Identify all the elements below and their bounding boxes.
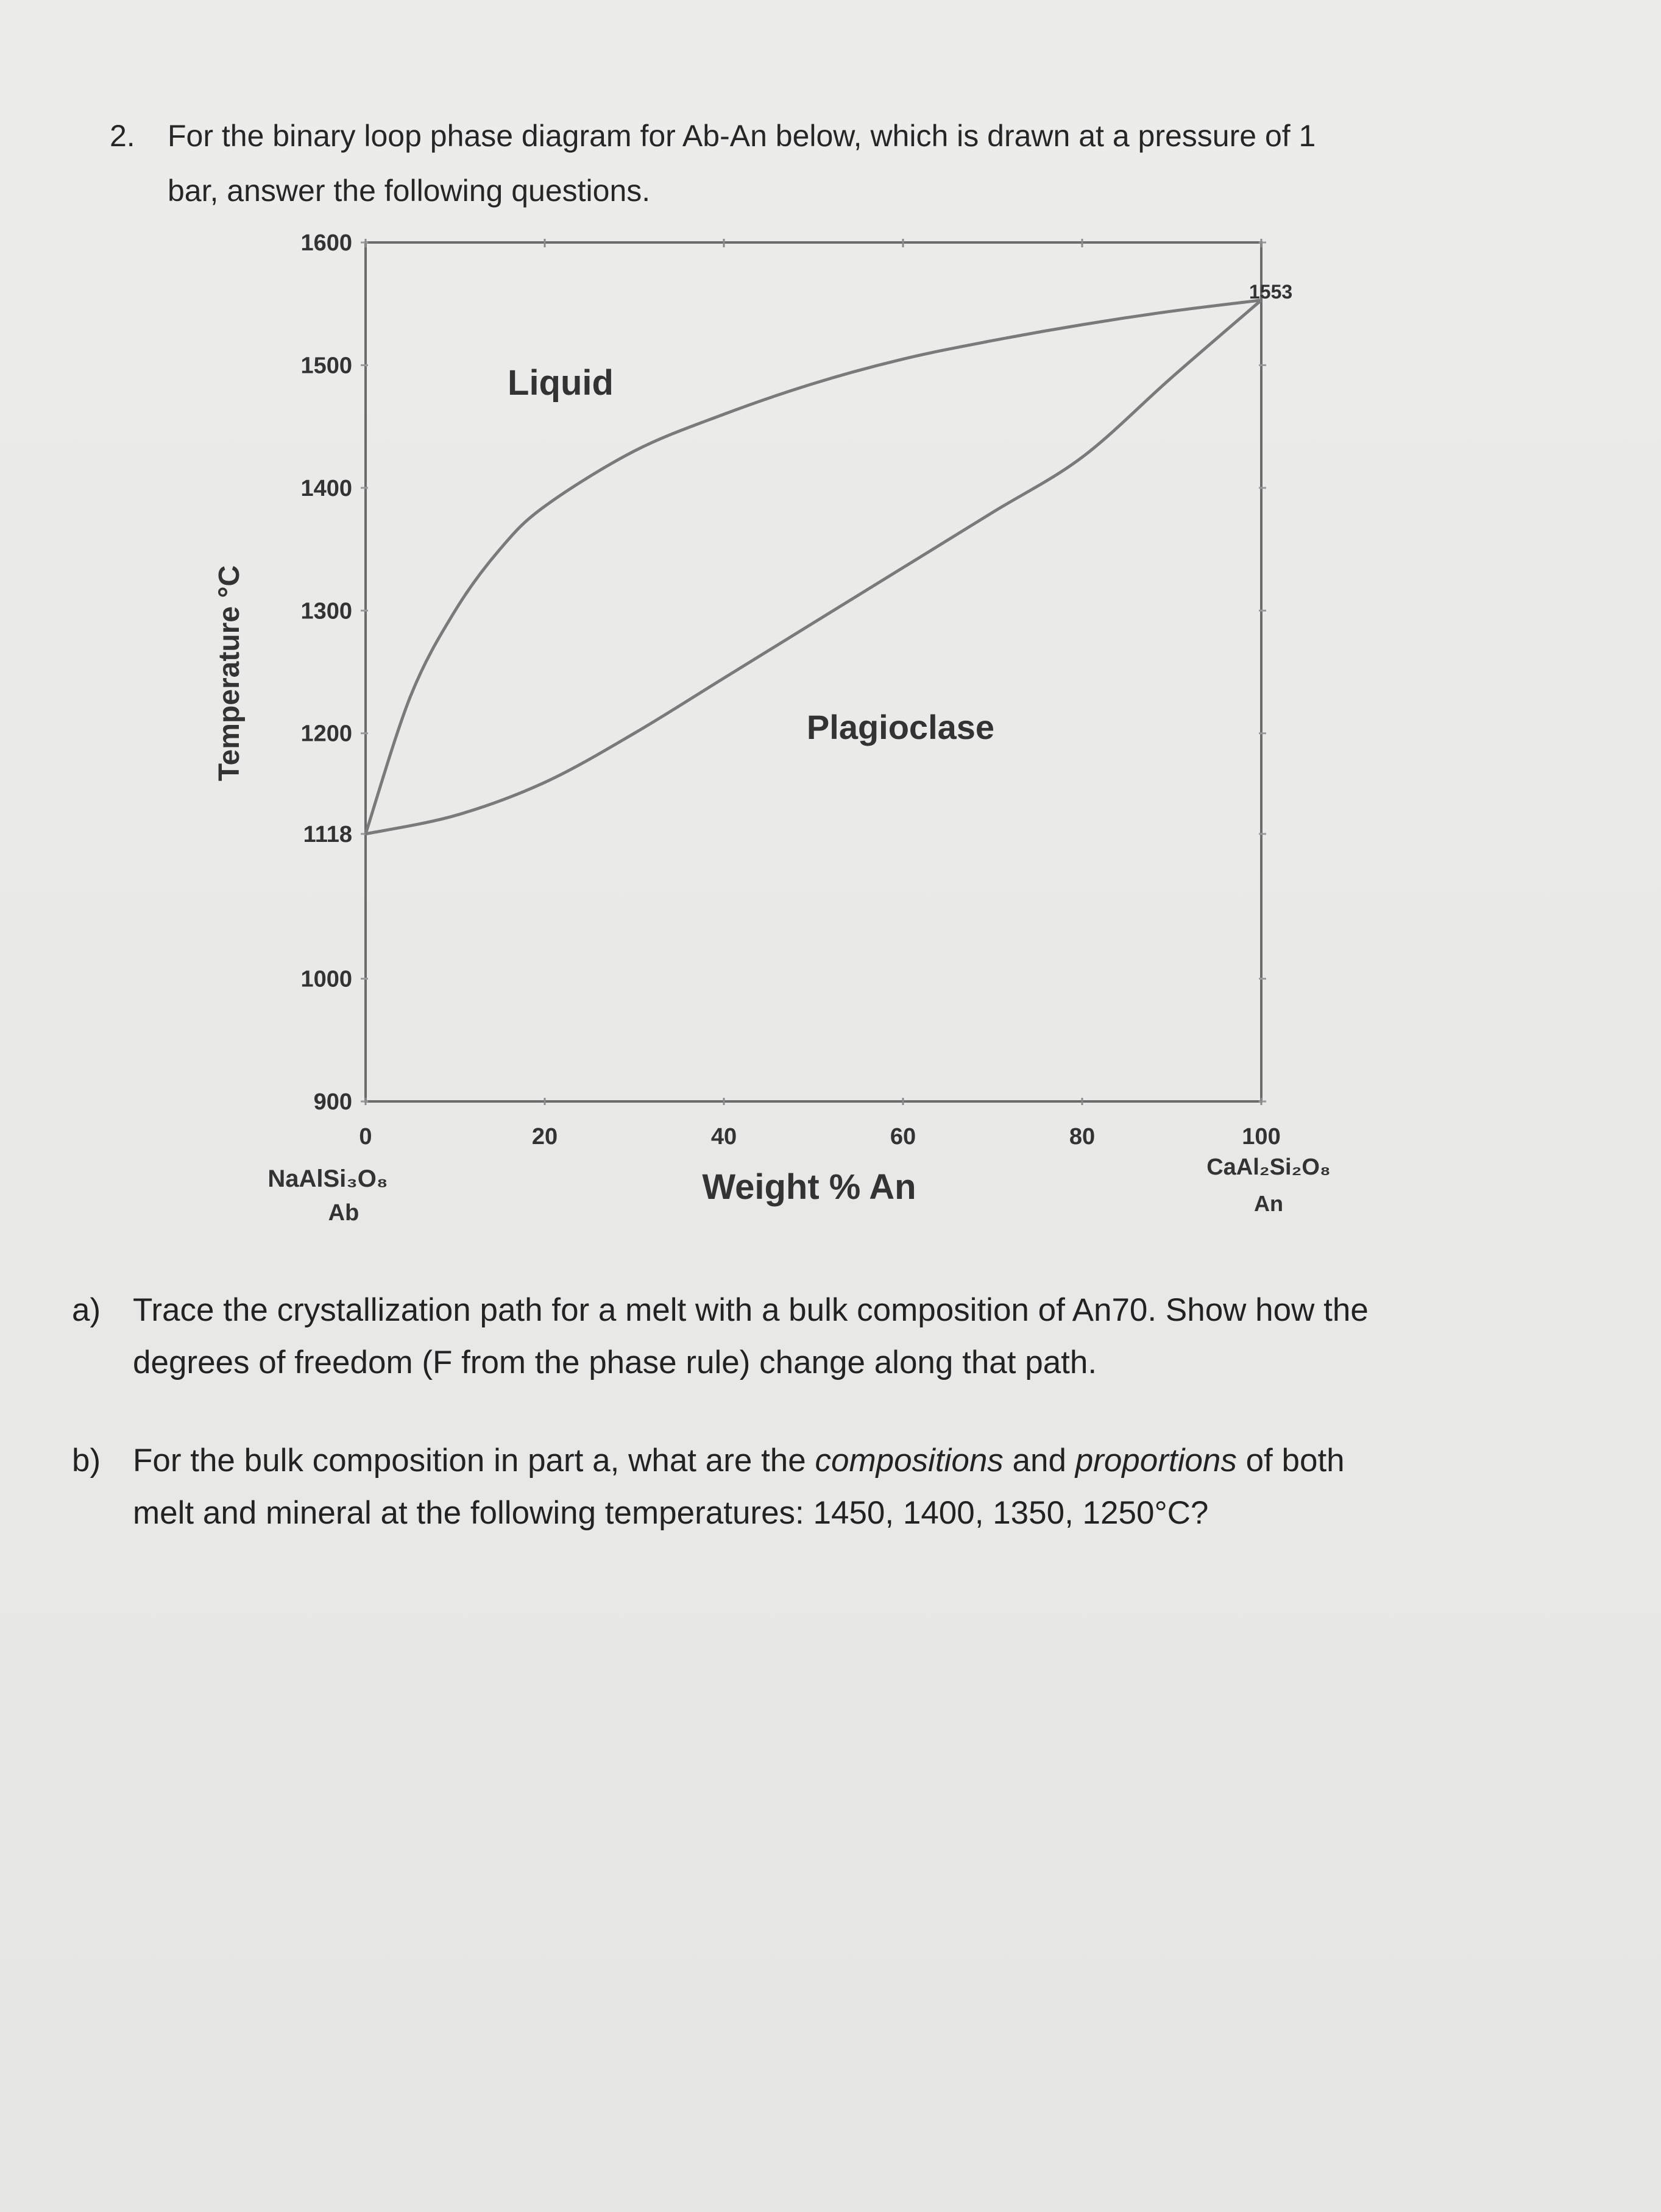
x-axis-label: Weight % An	[702, 1167, 916, 1207]
y-tick-label: 1118	[303, 821, 352, 847]
tick-marks	[361, 239, 1266, 1105]
question-number: 2.	[110, 119, 135, 153]
part-b-line-2: melt and mineral at the following temperatures: 1450, 1400, 1350, 1250°C?	[133, 1495, 1209, 1531]
right-end-member-formula: CaAl₂Si₂O₈	[1206, 1154, 1331, 1180]
part-a-label: a)	[72, 1292, 101, 1328]
part-a-line-1: Trace the crystallization path for a melt with a bulk composition of An70. Show how the	[133, 1292, 1369, 1328]
x-tick-label: 80	[1069, 1124, 1096, 1150]
region-plagioclase-label: Plagioclase	[806, 708, 995, 746]
left-end-member-abbr: Ab	[328, 1200, 359, 1226]
top-right-temperature: 1553	[1249, 281, 1293, 303]
plot-frame	[366, 242, 1261, 1101]
part-b-emphasis-proportions: proportions	[1075, 1443, 1237, 1479]
y-tick-label: 1400	[300, 475, 352, 501]
x-tick-label: 0	[359, 1124, 372, 1150]
x-tick-labels	[359, 1124, 1280, 1150]
y-tick-label: 1200	[300, 721, 352, 747]
y-tick-label: 1600	[300, 230, 352, 256]
y-tick-label: 900	[313, 1089, 352, 1115]
part-b-line-1-post: of both	[1236, 1443, 1345, 1479]
region-liquid-label: Liquid	[508, 363, 614, 403]
question-text-1: For the binary loop phase diagram for Ab-An below, which is drawn at a pressure of 1	[168, 119, 1316, 153]
y-tick-label: 1500	[300, 353, 352, 379]
x-tick-label: 60	[890, 1124, 916, 1150]
part-a-line-2: degrees of freedom (F from the phase rule) change along that path.	[133, 1345, 1097, 1380]
solidus-curve	[366, 300, 1261, 834]
x-tick-label: 40	[710, 1124, 737, 1150]
part-b-line-1-mid: and	[1003, 1443, 1075, 1479]
question-line-2: bar, answer the following questions.	[168, 174, 651, 208]
part-a	[72, 1284, 1565, 1389]
left-end-member-formula: NaAlSi₃O₈	[267, 1165, 388, 1192]
y-tick-label: 1300	[300, 598, 352, 624]
part-b-emphasis-compositions: compositions	[815, 1443, 1004, 1479]
y-tick-label: 1000	[300, 966, 352, 992]
x-tick-label: 100	[1242, 1124, 1281, 1150]
y-tick-labels	[300, 230, 352, 1115]
right-end-member-abbr: An	[1254, 1191, 1283, 1216]
part-b-label: b)	[72, 1443, 101, 1479]
liquidus-curve	[366, 300, 1261, 834]
part-b-line-1-pre: For the bulk composition in part a, what are the	[133, 1443, 815, 1479]
y-axis-label: Temperature °C	[213, 565, 246, 782]
part-b	[72, 1435, 1565, 1539]
x-tick-label: 20	[531, 1124, 558, 1150]
